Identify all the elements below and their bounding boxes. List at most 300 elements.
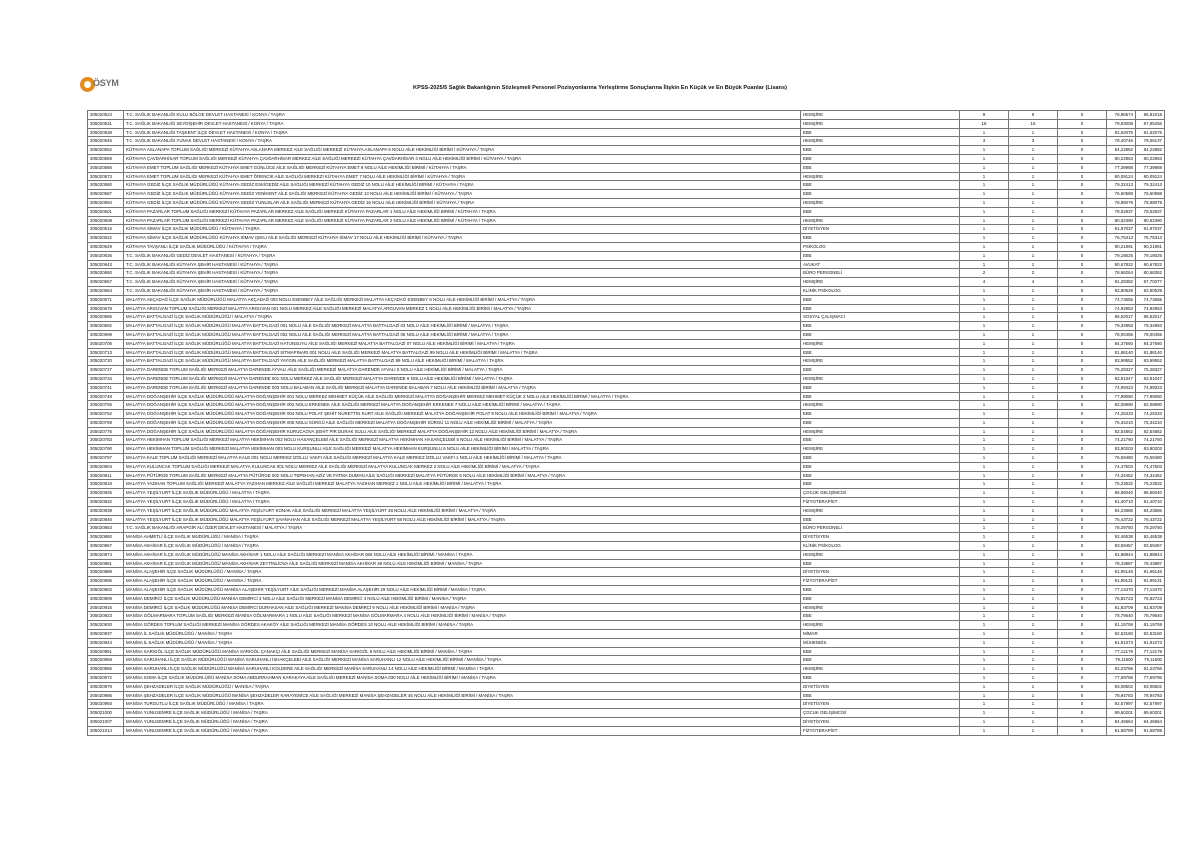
cell-position-code: 305020748 [88, 392, 124, 401]
cell-title: EBE [801, 322, 960, 331]
cell-institution: MANİSA ALAŞEHİR İLÇE SAĞLIK MÜDÜRLÜĞÜ MANİSA ALAŞEHİR YEŞİLYURT AİLE SAĞLIĞI MERKEZİ MANİSA ALAŞEHİR 29 NOLU AİLE HEKİMLİĞİ BİRİMİ / MANİSA / TAŞRA [124, 586, 801, 595]
cell-title: BÜRO PERSONELİ [801, 524, 960, 533]
cell-vacant: 0 [1058, 621, 1107, 630]
table-row [88, 577, 1165, 586]
cell-min-score: 79,32413 [1107, 181, 1136, 190]
cell-placed: 1 [1009, 348, 1058, 357]
cell-institution: T.C. SAĞLIK BAKANLIĞI ARAPGİR ALİ ÖZER DEVLET HASTANESİ / MALATYA / TAŞRA [124, 524, 801, 533]
cell-placed: 1 [1009, 436, 1058, 445]
cell-quota: 1 [960, 647, 1009, 656]
cell-quota: 1 [960, 383, 1009, 392]
cell-title: HEMŞİRE [801, 550, 960, 559]
cell-institution: T.C. SAĞLIK BAKANLIĞI KÜTAHYA ŞEHİR HASTANESİ / KÜTAHYA / TAŞRA [124, 286, 801, 295]
cell-institution: MALATYA HEKİMHAN TOPLUM SAĞLIĞI MERKEZİ MALATYA HEKİMHAN 002 NOLU HASANÇELEBİ AİLE SAĞLIĞI MERKEZİ MALATYA HEKİMHAN HASANÇELEBİ 5 NOLU AİLE HEKİMLİĞİ BİRİMİ / MALATYA / TAŞRA [124, 436, 801, 445]
table-row [88, 313, 1165, 322]
cell-position-code: 305020685 [88, 313, 124, 322]
cell-min-score: 81,15759 [1107, 621, 1136, 630]
cell-vacant: 0 [1058, 462, 1107, 471]
cell-vacant: 0 [1058, 700, 1107, 709]
cell-institution: MALATYA DOĞANŞEHİR İLÇE SAĞLIK MÜDÜRLÜĞÜ MALATYA DOĞANŞEHİR 004 NOLU POLAT ŞEHİT NURETTİN KURT AİLE SAĞLIĞI MERKEZİ MALATYA DOĞANŞEHİR POLAT 9 NOLU AİLE HEKİMLİĞİ BİRİMİ / MALATYA / TAŞRA [124, 410, 801, 419]
cell-institution: MANİSA DEMİRCİ İLÇE SAĞLIK MÜDÜRLÜĞÜ MANİSA DEMİRCİ 3 NOLU AİLE SAĞLIĞI MERKEZİ MANİSA DEMİRCİ 4 NOLU AİLE HEKİMLİĞİ BİRİMİ / MANİSA / TAŞRA [124, 594, 801, 603]
cell-min-score: 76,82723 [1107, 594, 1136, 603]
cell-position-code: 305020762 [88, 410, 124, 419]
cell-quota: 1 [960, 515, 1009, 524]
cell-placed: 1 [1009, 383, 1058, 392]
cell-placed: 1 [1009, 621, 1058, 630]
cell-position-code: 305020671 [88, 295, 124, 304]
cell-institution: MANİSA AHMETLİ İLÇE SAĞLIK MÜDÜRLÜĞÜ / MANİSA / TAŞRA [124, 533, 801, 542]
cell-quota: 1 [960, 542, 1009, 551]
cell-quota: 1 [960, 682, 1009, 691]
cell-min-score: 82,80529 [1107, 286, 1136, 295]
cell-placed: 1 [1009, 198, 1058, 207]
cell-max-score: 84,23686 [1136, 506, 1165, 515]
cell-position-code: 305020580 [88, 181, 124, 190]
cell-max-score: 78,52837 [1136, 207, 1165, 216]
cell-position-code: 305020566 [88, 163, 124, 172]
cell-max-score: 81,88944 [1136, 550, 1165, 559]
cell-vacant: 0 [1058, 612, 1107, 621]
cell-institution: KÜTAHYA PAZARLAR TOPLUM SAĞLIĞI MERKEZİ KÜTAHYA PAZARLAR MERKEZ AİLE SAĞLIĞI MERKEZİ KÜTAHYA PAZARLAR 1 NOLU AİLE HEKİMLİĞİ BİRİMİ / KÜTAHYA / TAŞRA [124, 207, 801, 216]
cell-quota: 1 [960, 242, 1009, 251]
cell-title: AVUKAT [801, 260, 960, 269]
cell-max-score: 81,23756 [1136, 665, 1165, 674]
cell-institution: MANİSA YUNUSEMRE İLÇE SAĞLIK MÜDÜRLÜĞÜ / MANİSA / TAŞRA [124, 726, 801, 735]
cell-quota: 1 [960, 691, 1009, 700]
cell-title: EBE [801, 304, 960, 313]
cell-institution: KÜTAHYA GEDİZ İLÇE SAĞLIK MÜDÜRLÜĞÜ KÜTAHYA GEDİZ YUNUSLAR AİLE SAĞLIĞI MERKEZİ KÜTAHYA GEDİZ 16 NOLU AİLE HEKİMLİĞİ BİRİMİ / KÜTAHYA / TAŞRA [124, 198, 801, 207]
cell-min-score: 84,37660 [1107, 339, 1136, 348]
cell-quota: 1 [960, 603, 1009, 612]
table-row [88, 717, 1165, 726]
cell-quota: 1 [960, 674, 1009, 683]
cell-quota: 1 [960, 163, 1009, 172]
cell-max-score: 90,67822 [1136, 260, 1165, 269]
table-row [88, 559, 1165, 568]
cell-institution: MANİSA SARIGÖL İLÇE SAĞLIK MÜDÜRLÜĞÜ MANİSA SARIGÖL ÇANAKÇI AİLE SAĞLIĞI MERKEZİ MANİSA SARIGÖL 9 NOLU AİLE HEKİMLİĞİ BİRİMİ / MANİSA / TAŞRA [124, 647, 801, 656]
cell-quota: 1 [960, 190, 1009, 199]
cell-title: HEMŞİRE [801, 401, 960, 410]
cell-placed: 1 [1009, 392, 1058, 401]
cell-quota: 1 [960, 286, 1009, 295]
cell-vacant: 0 [1058, 357, 1107, 366]
cell-max-score: 74,92953 [1136, 304, 1165, 313]
cell-position-code: 305020699 [88, 330, 124, 339]
cell-placed: 1 [1009, 498, 1058, 507]
cell-min-score: 78,94783 [1107, 691, 1136, 700]
cell-position-code: 305020923 [88, 612, 124, 621]
table-row [88, 603, 1165, 612]
cell-min-score: 78,29750 [1107, 524, 1136, 533]
cell-position-code: 305020916 [88, 603, 124, 612]
cell-placed: 1 [1009, 216, 1058, 225]
cell-min-score: 81,28392 [1107, 278, 1136, 287]
cell-position-code: 305020902 [88, 586, 124, 595]
cell-max-score: 86,66040 [1136, 489, 1165, 498]
cell-position-code: 305020643 [88, 260, 124, 269]
cell-vacant: 0 [1058, 181, 1107, 190]
cell-title: HEMŞİRE [801, 445, 960, 454]
cell-placed: 1 [1009, 295, 1058, 304]
cell-min-score: 91,91073 [1107, 638, 1136, 647]
cell-max-score: 81,62075 [1136, 128, 1165, 137]
cell-quota: 1 [960, 198, 1009, 207]
cell-quota: 1 [960, 339, 1009, 348]
cell-title: PSİKOLOG [801, 242, 960, 251]
cell-placed: 1 [1009, 656, 1058, 665]
cell-vacant: 0 [1058, 603, 1107, 612]
cell-institution: MANİSA ALAŞEHİR İLÇE SAĞLIK MÜDÜRLÜĞÜ / MANİSA / TAŞRA [124, 577, 801, 586]
cell-max-score: 82,80529 [1136, 286, 1165, 295]
table-row [88, 234, 1165, 243]
cell-max-score: 77,99050 [1136, 392, 1165, 401]
cell-max-score: 92,46538 [1136, 533, 1165, 542]
cell-vacant: 0 [1058, 427, 1107, 436]
cell-position-code: 305020615 [88, 225, 124, 234]
cell-max-score: 91,95146 [1136, 568, 1165, 577]
cell-max-score: 91,40710 [1136, 498, 1165, 507]
cell-quota: 1 [960, 577, 1009, 586]
cell-quota: 1 [960, 146, 1009, 155]
cell-quota: 1 [960, 234, 1009, 243]
cell-institution: MALATYA KULUNCAK TOPLUM SAĞLIĞI MERKEZİ MALATYA KULUNCAK 001 NOLU MERKEZ AİLE SAĞLIĞI MERKEZİ MALATYA KULUNCAK MERKEZ 2 NOLU AİLE HEKİMLİĞİ BİRİMİ / MALATYA / TAŞRA [124, 462, 801, 471]
cell-max-score: 80,62390 [1136, 216, 1165, 225]
cell-vacant: 0 [1058, 471, 1107, 480]
cell-quota: 1 [960, 251, 1009, 260]
cell-vacant: 0 [1058, 498, 1107, 507]
table-row [88, 418, 1165, 427]
cell-institution: MANİSA TURGUTLU İLÇE SAĞLIK MÜDÜRLÜĞÜ / MANİSA / TAŞRA [124, 700, 801, 709]
cell-max-score: 94,46564 [1136, 717, 1165, 726]
cell-min-score: 81,23756 [1107, 665, 1136, 674]
cell-max-score: 91,99131 [1136, 577, 1165, 586]
cell-vacant: 0 [1058, 656, 1107, 665]
cell-vacant: 0 [1058, 577, 1107, 586]
cell-institution: KÜTAHYA PAZARLAR TOPLUM SAĞLIĞI MERKEZİ KÜTAHYA PAZARLAR MERKEZ AİLE SAĞLIĞI MERKEZİ KÜTAHYA PAZARLAR 2 NOLU AİLE HEKİMLİĞİ BİRİMİ / KÜTAHYA / TAŞRA [124, 216, 801, 225]
cell-vacant: 0 [1058, 242, 1107, 251]
cell-title: EBE [801, 190, 960, 199]
cell-position-code: 305020979 [88, 682, 124, 691]
cell-placed: 1 [1009, 568, 1058, 577]
cell-title: EBE [801, 207, 960, 216]
cell-placed: 1 [1009, 260, 1058, 269]
cell-placed: 1 [1009, 726, 1058, 735]
cell-quota: 1 [960, 357, 1009, 366]
cell-min-score: 79,93008 [1107, 119, 1136, 128]
cell-quota: 1 [960, 621, 1009, 630]
cell-placed: 1 [1009, 533, 1058, 542]
cell-max-score: 87,70377 [1136, 278, 1165, 287]
cell-title: FİZYOTERAPİST [801, 726, 960, 735]
cell-placed: 4 [1009, 278, 1058, 287]
cell-quota: 1 [960, 392, 1009, 401]
cell-vacant: 0 [1058, 410, 1107, 419]
cell-vacant: 0 [1058, 559, 1107, 568]
cell-institution: KÜTAHYA ÇAVDARHİSAR TOPLUM SAĞLIĞI MERKEZİ KÜTAHYA ÇAVDARHİSAR MERKEZ AİLE SAĞLIĞI MERKEZİ KÜTAHYA ÇAVDARHİSAR 4 NOLU AİLE HEKİMLİĞİ BİRİMİ / KÜTAHYA / TAŞRA [124, 154, 801, 163]
cell-min-score: 78,43887 [1107, 559, 1136, 568]
table-row [88, 489, 1165, 498]
cell-min-score: 81,83709 [1107, 603, 1136, 612]
cell-vacant: 0 [1058, 260, 1107, 269]
cell-title: EBE [801, 656, 960, 665]
cell-vacant: 0 [1058, 146, 1107, 155]
cell-position-code: 305020776 [88, 427, 124, 436]
cell-title: EBE [801, 251, 960, 260]
table-row [88, 586, 1165, 595]
table-row [88, 656, 1165, 665]
cell-position-code: 305020692 [88, 322, 124, 331]
cell-quota: 1 [960, 207, 1009, 216]
cell-institution: MALATYA DOĞANŞEHİR İLÇE SAĞLIK MÜDÜRLÜĞÜ MALATYA DOĞANŞEHİR 002 NOLU ERKENEK AİLE SAĞLIĞI MERKEZİ MALATYA DOĞANŞEHİR ERKENEK 7 NOLU AİLE HEKİMLİĞİ BİRİMİ / MALATYA / TAŞRA [124, 401, 801, 410]
osym-logo-text: ÖSYM [93, 78, 119, 88]
cell-position-code: 305020657 [88, 278, 124, 287]
table-row [88, 330, 1165, 339]
cell-institution: KÜTAHYA TAVŞANLI İLÇE SAĞLIK MÜDÜRLÜĞÜ / KÜTAHYA / TAŞRA [124, 242, 801, 251]
cell-min-score: 91,99131 [1107, 577, 1136, 586]
cell-position-code: 305020937 [88, 630, 124, 639]
cell-min-score: 74,47503 [1107, 462, 1136, 471]
cell-vacant: 0 [1058, 190, 1107, 199]
cell-quota: 1 [960, 154, 1009, 163]
cell-quota: 4 [960, 278, 1009, 287]
cell-min-score: 82,08990 [1107, 401, 1136, 410]
cell-min-score: 92,53160 [1107, 630, 1136, 639]
cell-quota: 1 [960, 717, 1009, 726]
cell-placed: 1 [1009, 586, 1058, 595]
cell-institution: T.C. SAĞLIK BAKANLIĞI GEDİZ DEVLET HASTANESİ / KÜTAHYA / TAŞRA [124, 251, 801, 260]
cell-vacant: 0 [1058, 234, 1107, 243]
cell-max-score: 82,91047 [1136, 374, 1165, 383]
cell-vacant: 0 [1058, 374, 1107, 383]
cell-quota: 1 [960, 348, 1009, 357]
cell-title: DİYETİSYEN [801, 700, 960, 709]
cell-min-score: 90,67822 [1107, 260, 1136, 269]
table-row [88, 638, 1165, 647]
cell-vacant: 0 [1058, 111, 1107, 120]
cell-placed: 16 [1009, 119, 1058, 128]
cell-institution: MANİSA DEMİRCİ İLÇE SAĞLIK MÜDÜRLÜĞÜ MANİSA DEMİRCİ DURHASAN AİLE SAĞLIĞI MERKEZİ MANİSA DEMİRCİ 9 NOLU AİLE HEKİMLİĞİ BİRİMİ / MANİSA / TAŞRA [124, 603, 801, 612]
table-row [88, 190, 1165, 199]
cell-title: HEMŞİRE [801, 216, 960, 225]
cell-vacant: 0 [1058, 128, 1107, 137]
cell-placed: 1 [1009, 163, 1058, 172]
cell-title: EBE [801, 515, 960, 524]
cell-max-score: 82,08990 [1136, 401, 1165, 410]
cell-quota: 1 [960, 216, 1009, 225]
cell-position-code: 305020678 [88, 304, 124, 313]
cell-placed: 1 [1009, 524, 1058, 533]
cell-placed: 1 [1009, 577, 1058, 586]
table-row [88, 480, 1165, 489]
cell-max-score: 76,43722 [1136, 515, 1165, 524]
cell-min-score: 83,99552 [1107, 357, 1136, 366]
cell-placed: 1 [1009, 234, 1058, 243]
cell-max-score: 74,73655 [1136, 295, 1165, 304]
cell-quota: 1 [960, 462, 1009, 471]
cell-institution: T.C. SAĞLIK BAKANLIĞI YUNAK DEVLET HASTANESİ / KONYA / TAŞRA [124, 137, 801, 146]
cell-quota: 1 [960, 612, 1009, 621]
cell-title: HEMŞİRE [801, 198, 960, 207]
cell-institution: KÜTAHYA GEDİZ İLÇE SAĞLIK MÜDÜRLÜĞÜ KÜTAHYA GEDİZ ESKİGEDİZ AİLE SAĞLIĞI MERKEZİ KÜTAHYA GEDİZ 10 NOLU AİLE HEKİMLİĞİ BİRİMİ / KÜTAHYA / TAŞRA [124, 181, 801, 190]
cell-min-score: 77,13470 [1107, 586, 1136, 595]
table-row [88, 498, 1165, 507]
cell-placed: 1 [1009, 330, 1058, 339]
cell-position-code: 305020531 [88, 119, 124, 128]
cell-min-score: 91,68789 [1107, 726, 1136, 735]
table-row [88, 647, 1165, 656]
cell-institution: MANİSA SOMA İLÇE SAĞLIK MÜDÜRLÜĞÜ MANİSA SOMA ABDURRAHMAN KARAKAYA AİLE SAĞLIĞI MERKEZİ MANİSA SOMA 030 NOLU AİLE HEKİMLİĞİ BİRİMİ / MANİSA / TAŞRA [124, 674, 801, 683]
cell-placed: 1 [1009, 445, 1058, 454]
table-row [88, 682, 1165, 691]
cell-vacant: 0 [1058, 401, 1107, 410]
table-row [88, 225, 1165, 234]
cell-min-score: 76,75313 [1107, 234, 1136, 243]
cell-title: EBE [801, 471, 960, 480]
cell-placed: 1 [1009, 594, 1058, 603]
cell-min-score: 86,66040 [1107, 489, 1136, 498]
cell-title: FİZYOTERAPİST [801, 498, 960, 507]
cell-position-code: 305020713 [88, 348, 124, 357]
cell-vacant: 0 [1058, 445, 1107, 454]
cell-quota: 1 [960, 480, 1009, 489]
cell-max-score: 76,82723 [1136, 594, 1165, 603]
cell-min-score: 74,21760 [1107, 436, 1136, 445]
cell-position-code: 305020552 [88, 146, 124, 155]
cell-position-code: 305020636 [88, 251, 124, 260]
cell-vacant: 0 [1058, 119, 1107, 128]
cell-institution: MALATYA YEŞİLYURT İLÇE SAĞLIK MÜDÜRLÜĞÜ MALATYA YEŞİLYURT KONAK AİLE SAĞLIĞI MERKEZİ MALATYA YEŞİLYURT 48 NOLU AİLE HEKİMLİĞİ BİRİMİ / MALATYA / TAŞRA [124, 506, 801, 515]
cell-vacant: 0 [1058, 638, 1107, 647]
cell-institution: MANİSA AKHİSAR İLÇE SAĞLIK MÜDÜRLÜĞÜ MANİSA AKHİSAR 1 NOLU AİLE SAĞLIĞI MERKEZİ MANİSA AKHİSAR 065 NOLU AİLE HEKİMLİĞİ BİRİMİ / MANİSA / TAŞRA [124, 550, 801, 559]
cell-institution: MANİSA GÖRDES TOPLUM SAĞLIĞI MERKEZİ MANİSA GÖRDES AKAKÖY AİLE SAĞLIĞI MERKEZİ MANİSA GÖRDES 10 NOLU AİLE HEKİMLİĞİ BİRİMİ / MANİSA / TAŞRA [124, 621, 801, 630]
cell-vacant: 0 [1058, 383, 1107, 392]
cell-min-score: 94,46564 [1107, 717, 1136, 726]
cell-placed: 1 [1009, 471, 1058, 480]
cell-vacant: 0 [1058, 515, 1107, 524]
cell-position-code: 305020804 [88, 462, 124, 471]
cell-title: HEMŞİRE [801, 111, 960, 120]
cell-title: HEMŞİRE [801, 621, 960, 630]
cell-vacant: 0 [1058, 322, 1107, 331]
cell-min-score: 78,98079 [1107, 198, 1136, 207]
cell-min-score: 91,97037 [1107, 225, 1136, 234]
cell-title: EBE [801, 234, 960, 243]
cell-max-score: 79,18025 [1136, 251, 1165, 260]
cell-max-score: 78,79640 [1136, 612, 1165, 621]
cell-title: HEMŞİRE [801, 119, 960, 128]
cell-position-code: 305020664 [88, 286, 124, 295]
table-row [88, 700, 1165, 709]
cell-institution: T.C. SAĞLIK BAKANLIĞI KÜTAHYA ŞEHİR HASTANESİ / KÜTAHYA / TAŞRA [124, 260, 801, 269]
cell-max-score: 92,57997 [1136, 700, 1165, 709]
cell-vacant: 0 [1058, 630, 1107, 639]
cell-min-score: 81,62075 [1107, 128, 1136, 137]
cell-min-score: 76,60588 [1107, 190, 1136, 199]
cell-title: EBE [801, 586, 960, 595]
cell-title: EBE [801, 647, 960, 656]
cell-institution: KÜTAHYA SİMAV İLÇE SAĞLIK MÜDÜRLÜĞÜ KÜTAHYA SİMAV IŞIKLI AİLE SAĞLIĞI MERKEZİ KÜTAHYA SİMAV 17 NOLU AİLE HEKİMLİĞİ BİRİMİ / KÜTAHYA / TAŞRA [124, 234, 801, 243]
cell-position-code: 305020832 [88, 498, 124, 507]
table-row [88, 137, 1165, 146]
cell-institution: KÜTAHYA ASLANAPA TOPLUM SAĞLIĞI MERKEZİ KÜTAHYA ASLANAPA MERKEZ AİLE SAĞLIĞI MERKEZİ KÜTAHYA ASLANAPA 5 NOLU AİLE HEKİMLİĞİ BİRİMİ / KÜTAHYA / TAŞRA [124, 146, 801, 155]
cell-title: HEMŞİRE [801, 506, 960, 515]
cell-placed: 1 [1009, 454, 1058, 463]
cell-position-code: 305020825 [88, 489, 124, 498]
cell-quota: 1 [960, 638, 1009, 647]
cell-vacant: 0 [1058, 392, 1107, 401]
cell-min-score: 83,90203 [1107, 445, 1136, 454]
cell-vacant: 0 [1058, 154, 1107, 163]
cell-vacant: 0 [1058, 251, 1107, 260]
table-row [88, 295, 1165, 304]
cell-position-code: 305020755 [88, 401, 124, 410]
cell-min-score: 84,23686 [1107, 506, 1136, 515]
cell-title: EBE [801, 418, 960, 427]
cell-institution: MALATYA DARENDE TOPLUM SAĞLIĞI MERKEZİ MALATYA DARENDE 001 NOLU MERKEZ AİLE SAĞLIĞI MERKEZİ MALATYA DARENDE 9 NOLU AİLE HEKİMLİĞİ BİRİMİ / MALATYA / TAŞRA [124, 374, 801, 383]
cell-min-score: 82,91047 [1107, 374, 1136, 383]
cell-position-code: 305020874 [88, 550, 124, 559]
cell-institution: MANİSA ŞEHZADELER İLÇE SAĞLIK MÜDÜRLÜĞÜ / MANİSA / TAŞRA [124, 682, 801, 691]
cell-title: ÇOCUK GELİŞİMCİSİ [801, 489, 960, 498]
cell-min-score: 74,99323 [1107, 383, 1136, 392]
cell-min-score: 79,11500 [1107, 656, 1136, 665]
cell-min-score: 74,92953 [1107, 304, 1136, 313]
cell-title: EBE [801, 410, 960, 419]
cell-vacant: 0 [1058, 533, 1107, 542]
cell-quota: 1 [960, 454, 1009, 463]
cell-min-score: 78,00455 [1107, 330, 1136, 339]
table-row [88, 119, 1165, 128]
cell-position-code: 305020895 [88, 577, 124, 586]
cell-max-score: 74,26333 [1136, 410, 1165, 419]
cell-min-score: 80,62390 [1107, 216, 1136, 225]
cell-max-score: 81,83709 [1136, 603, 1165, 612]
cell-title: DİYETİSYEN [801, 225, 960, 234]
cell-max-score: 83,59457 [1136, 542, 1165, 551]
cell-max-score: 93,08502 [1136, 682, 1165, 691]
cell-quota: 1 [960, 709, 1009, 718]
cell-placed: 1 [1009, 418, 1058, 427]
cell-position-code: 305020951 [88, 647, 124, 656]
cell-min-score: 76,59480 [1107, 454, 1136, 463]
cell-position-code: 305020559 [88, 154, 124, 163]
cell-title: HEMŞİRE [801, 665, 960, 674]
cell-position-code: 305020769 [88, 418, 124, 427]
cell-vacant: 0 [1058, 717, 1107, 726]
cell-placed: 1 [1009, 410, 1058, 419]
cell-position-code: 305020524 [88, 111, 124, 120]
table-row [88, 709, 1165, 718]
cell-title: HEMŞİRE [801, 603, 960, 612]
cell-institution: T.C. SAĞLIK BAKANLIĞI KÜTAHYA ŞEHİR HASTANESİ / KÜTAHYA / TAŞRA [124, 278, 801, 287]
cell-quota: 1 [960, 436, 1009, 445]
cell-min-score: 77,69796 [1107, 674, 1136, 683]
cell-position-code: 305020965 [88, 665, 124, 674]
cell-title: HEMŞİRE [801, 278, 960, 287]
cell-placed: 1 [1009, 647, 1058, 656]
cell-vacant: 0 [1058, 480, 1107, 489]
cell-vacant: 0 [1058, 647, 1107, 656]
cell-position-code: 305020944 [88, 638, 124, 647]
table-row [88, 242, 1165, 251]
cell-vacant: 0 [1058, 366, 1107, 375]
cell-position-code: 305020909 [88, 594, 124, 603]
cell-position-code: 305020972 [88, 674, 124, 683]
cell-min-score: 89,60201 [1107, 709, 1136, 718]
cell-max-score: 76,59480 [1136, 454, 1165, 463]
table-row [88, 550, 1165, 559]
cell-placed: 1 [1009, 172, 1058, 181]
